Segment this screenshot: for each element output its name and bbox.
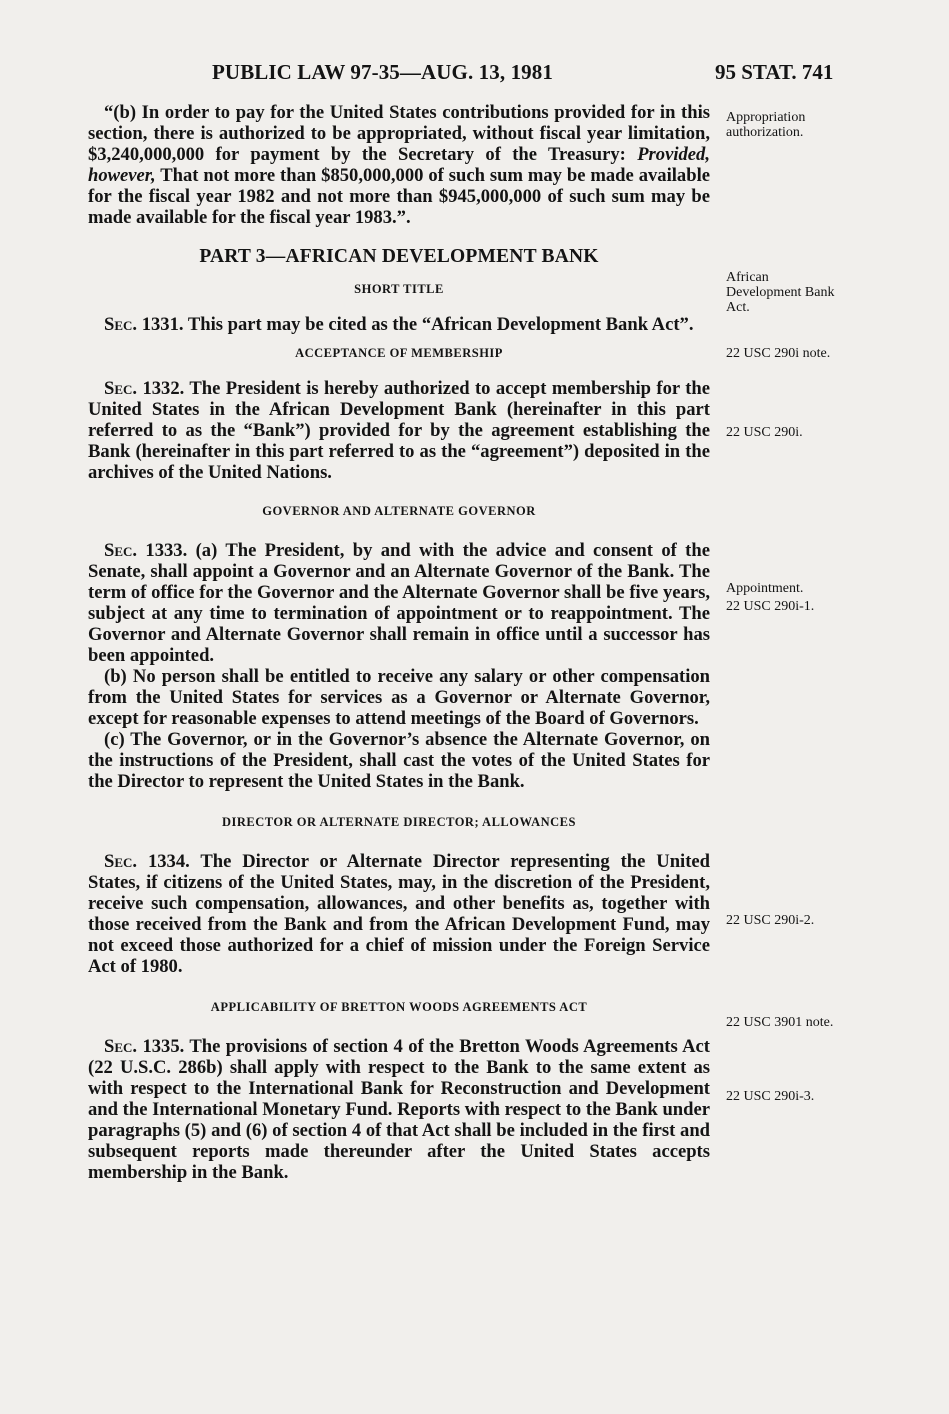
heading-director: DIRECTOR OR ALTERNATE DIRECTOR; ALLOWANCES <box>222 815 576 829</box>
heading-short-title: SHORT TITLE <box>354 282 444 296</box>
section-1333a: Sec. 1333. (a) The President, by and with the advice and consent of the Senate, shall appoint a Governor and an Alternate Governor of the Bank. The term of office for the Governor and the Alternate Governor shall be five years, subject at any time to termination of appointment or to reappointment. The Governor and Alternate Governor shall remain in office until a successor has been appointed. <box>88 540 710 666</box>
margin-note-appointment: Appointment. <box>726 581 804 596</box>
section-1332: Sec. 1332. The President is hereby authorized to accept membership for the United States in the African Development Bank (hereinafter in this part referred to as the “Bank”) provided for by the agreement establishing the Bank (hereinafter in this part referred to as the “agreement”) deposited in the archives of the United Nations. <box>88 378 710 483</box>
law-citation: PUBLIC LAW 97-35—AUG. 13, 1981 <box>212 60 553 84</box>
section-1333b: (b) No person shall be entitled to receive any salary or other compensation from the United States for services as a Governor or Alternate Governor, except for reasonable expenses to attend meetings of the Board of Governors. <box>88 666 710 729</box>
margin-note-290i-3: 22 USC 290i-3. <box>726 1089 815 1104</box>
proviso-italic: Provided, however, <box>88 144 710 186</box>
page-header <box>88 60 848 90</box>
margin-note-appropriation: Appropriation authorization. <box>726 110 806 140</box>
margin-note-african-bank: African Development Bank Act. <box>726 270 835 315</box>
heading-bretton-woods: APPLICABILITY OF BRETTON WOODS AGREEMENTS ACT <box>210 1000 588 1014</box>
margin-note-3901: 22 USC 3901 note. <box>726 1015 834 1030</box>
margin-note-290i: 22 USC 290i. <box>726 425 803 440</box>
heading-governor: GOVERNOR AND ALTERNATE GOVERNOR <box>262 504 536 518</box>
margin-note-290i-note: 22 USC 290i note. <box>726 346 831 361</box>
paragraph-b: “(b) In order to pay for the United States contributions provided for in this section, there is authorized to be appropriated, without fiscal year limitation, $3,240,000,000 for payment by the Secretary of the Treasury: Provided, however, That not more than $850,000,000 of such sum may be made available for the fiscal year 1982 and not more than $945,000,000 of such sum may be made available for the fiscal year 1983.”. <box>88 102 710 228</box>
section-1333c: (c) The Governor, or in the Governor’s absence the Alternate Governor, on the instructions of the President, shall cast the votes of the United States for the Director to represent the United States in the Bank. <box>88 729 710 792</box>
section-1335: Sec. 1335. The provisions of section 4 of the Bretton Woods Agreements Act (22 U.S.C. 286b) shall apply with respect to the Bank to the same extent as with respect to the International Bank for Reconstruction and Development and the International Monetary Fund. Reports with respect to the Bank under paragraphs (5) and (6) of section 4 of that Act shall be included in the first and subsequent reports made thereunder after the United States accepts membership in the Bank. <box>88 1036 710 1183</box>
body-text <box>88 102 710 1183</box>
margin-note-290i-1: 22 USC 290i-1. <box>726 599 815 614</box>
statute-page: 95 STAT. 741 <box>715 60 834 84</box>
heading-acceptance: ACCEPTANCE OF MEMBERSHIP <box>295 346 503 360</box>
margin-note-290i-2: 22 USC 290i-2. <box>726 913 815 928</box>
section-1334: Sec. 1334. The Director or Alternate Director representing the United States, if citizens of the United States, may, in the discretion of the President, receive such compensation, allowances, and other benefits as, together with those received from the Bank and from the African Development Fund, may not exceed those authorized for a chief of mission under the Foreign Service Act of 1980. <box>88 851 710 977</box>
section-1331: Sec. 1331. This part may be cited as the “African Development Bank Act”. <box>104 314 694 335</box>
part-title: PART 3—AFRICAN DEVELOPMENT BANK <box>199 246 599 267</box>
